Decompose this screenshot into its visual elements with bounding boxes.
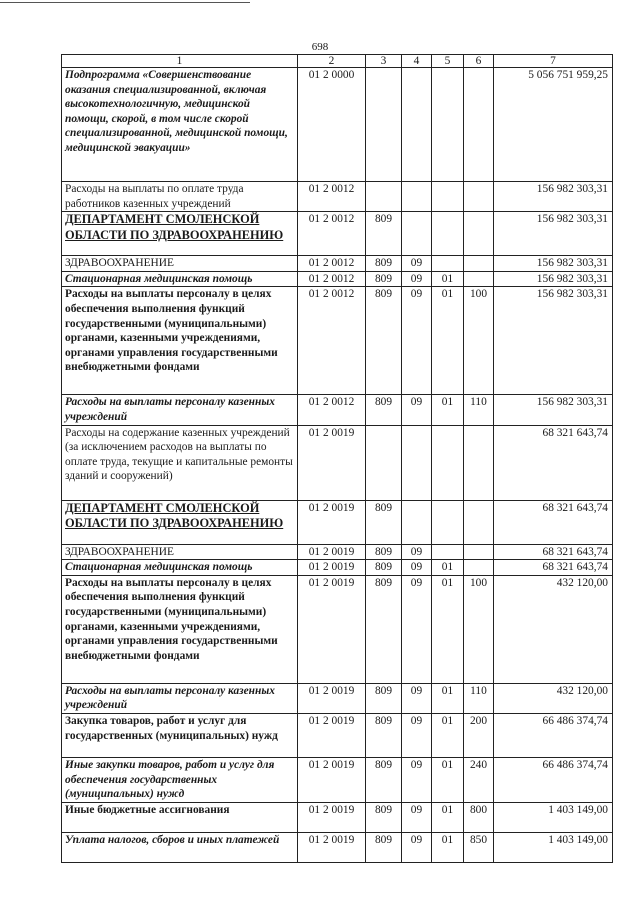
table-row [62, 256, 613, 272]
subsection-cell: 01 [432, 802, 464, 832]
amount-cell: 432 120,00 [494, 683, 613, 713]
target-code-cell: 01 2 0019 [298, 544, 366, 560]
page-number: 698 [311, 41, 329, 53]
subsection-cell: 01 [432, 832, 464, 862]
table-row [62, 395, 613, 425]
table-row [62, 575, 613, 683]
department-code-cell: 809 [366, 683, 402, 713]
amount-cell: 5 056 751 959,25 [494, 68, 613, 182]
row-name-cell: Стационарная медицинская помощь [62, 271, 298, 287]
amount-cell: 1 403 149,00 [494, 832, 613, 862]
expense-type-cell: 100 [464, 575, 494, 683]
target-code-cell: 01 2 0012 [298, 182, 366, 212]
header-cell: 2 [298, 55, 366, 68]
row-name-cell: Расходы на содержание казенных учреждений (за исключением расходов на выплаты по оплате труда, текущие и капитальные ремонты зданий и сооружений) [62, 425, 298, 500]
row-name-cell: Расходы на выплаты персоналу казенных учреждений [62, 683, 298, 713]
section-cell [402, 68, 432, 182]
table-row [62, 802, 613, 832]
row-name-cell: Расходы на выплаты персоналу в целях обеспечения выполнения функций государственными (муниципальными) органами, казенными учреждениями, органами управления государственными внебюджетными фондами [62, 287, 298, 395]
expense-type-cell [464, 212, 494, 256]
subsection-cell [432, 425, 464, 500]
subsection-cell: 01 [432, 757, 464, 802]
subsection-cell [432, 182, 464, 212]
budget-table [61, 54, 613, 863]
subsection-cell: 01 [432, 287, 464, 395]
amount-cell: 156 982 303,31 [494, 182, 613, 212]
department-code-cell: 809 [366, 287, 402, 395]
expense-type-cell [464, 560, 494, 576]
amount-cell: 432 120,00 [494, 575, 613, 683]
row-name-cell: Расходы на выплаты персоналу в целях обеспечения выполнения функций государственными (муниципальными) органами, казенными учреждениями, органами управления государственными внебюджетными фондами [62, 575, 298, 683]
amount-cell: 156 982 303,31 [494, 395, 613, 425]
expense-type-cell: 100 [464, 287, 494, 395]
row-name-cell: ДЕПАРТАМЕНТ СМОЛЕНСКОЙ ОБЛАСТИ ПО ЗДРАВООХРАНЕНИЮ [62, 212, 298, 256]
expense-type-cell [464, 500, 494, 544]
department-code-cell: 809 [366, 544, 402, 560]
target-code-cell: 01 2 0019 [298, 832, 366, 862]
table-row [62, 287, 613, 395]
row-name-cell: Иные бюджетные ассигнования [62, 802, 298, 832]
amount-cell: 68 321 643,74 [494, 544, 613, 560]
amount-cell: 1 403 149,00 [494, 802, 613, 832]
row-name-cell: Закупка товаров, работ и услуг для государственных (муниципальных) нужд [62, 713, 298, 757]
target-code-cell: 01 2 0019 [298, 802, 366, 832]
section-cell: 09 [402, 757, 432, 802]
subsection-cell: 01 [432, 713, 464, 757]
header-cell: 7 [494, 55, 613, 68]
target-code-cell: 01 2 0012 [298, 287, 366, 395]
row-name-cell: Подпрограмма «Совершенствование оказания специализированной, включая высокотехнологичную, медицинской помощи, скорой, в том числе скорой специализированной, медицинской помощи, медицинской эвакуации» [62, 68, 298, 182]
table-row [62, 500, 613, 544]
table-row [62, 68, 613, 182]
expense-type-cell: 110 [464, 683, 494, 713]
expense-type-cell: 240 [464, 757, 494, 802]
section-cell: 09 [402, 832, 432, 862]
target-code-cell: 01 2 0019 [298, 560, 366, 576]
expense-type-cell [464, 182, 494, 212]
target-code-cell: 01 2 0000 [298, 68, 366, 182]
expense-type-cell: 200 [464, 713, 494, 757]
department-code-cell [366, 425, 402, 500]
department-code-cell: 809 [366, 395, 402, 425]
target-code-cell: 01 2 0019 [298, 757, 366, 802]
amount-cell: 156 982 303,31 [494, 256, 613, 272]
target-code-cell: 01 2 0012 [298, 212, 366, 256]
department-code-cell: 809 [366, 713, 402, 757]
subsection-cell [432, 68, 464, 182]
header-cell: 3 [366, 55, 402, 68]
row-name-cell: Стационарная медицинская помощь [62, 560, 298, 576]
row-name-cell: Расходы на выплаты по оплате труда работников казенных учреждений [62, 182, 298, 212]
table-row [62, 757, 613, 802]
row-name-cell: Иные закупки товаров, работ и услуг для обеспечения государственных (муниципальных) нужд [62, 757, 298, 802]
header-cell: 6 [464, 55, 494, 68]
department-code-cell: 809 [366, 757, 402, 802]
row-name-cell: Расходы на выплаты персоналу казенных учреждений [62, 395, 298, 425]
target-code-cell: 01 2 0019 [298, 575, 366, 683]
subsection-cell: 01 [432, 575, 464, 683]
department-code-cell: 809 [366, 560, 402, 576]
subsection-cell [432, 544, 464, 560]
expense-type-cell: 850 [464, 832, 494, 862]
target-code-cell: 01 2 0019 [298, 713, 366, 757]
table-row [62, 182, 613, 212]
amount-cell: 156 982 303,31 [494, 212, 613, 256]
subsection-cell: 01 [432, 683, 464, 713]
section-cell [402, 425, 432, 500]
amount-cell: 66 486 374,74 [494, 757, 613, 802]
department-code-cell: 809 [366, 802, 402, 832]
department-code-cell [366, 182, 402, 212]
section-cell: 09 [402, 560, 432, 576]
table-row [62, 713, 613, 757]
expense-type-cell: 110 [464, 395, 494, 425]
section-cell: 09 [402, 683, 432, 713]
table-row [62, 832, 613, 862]
table-row [62, 212, 613, 256]
department-code-cell [366, 68, 402, 182]
department-code-cell: 809 [366, 832, 402, 862]
table-row [62, 544, 613, 560]
section-cell: 09 [402, 713, 432, 757]
expense-type-cell [464, 256, 494, 272]
target-code-cell: 01 2 0019 [298, 500, 366, 544]
subsection-cell [432, 212, 464, 256]
subsection-cell: 01 [432, 560, 464, 576]
department-code-cell: 809 [366, 500, 402, 544]
top-rule [0, 2, 250, 3]
section-cell [402, 182, 432, 212]
department-code-cell: 809 [366, 575, 402, 683]
header-row [62, 55, 613, 68]
expense-type-cell [464, 425, 494, 500]
target-code-cell: 01 2 0012 [298, 395, 366, 425]
department-code-cell: 809 [366, 256, 402, 272]
expense-type-cell [464, 544, 494, 560]
section-cell [402, 500, 432, 544]
expense-type-cell [464, 68, 494, 182]
target-code-cell: 01 2 0012 [298, 271, 366, 287]
table-row [62, 683, 613, 713]
department-code-cell: 809 [366, 212, 402, 256]
amount-cell: 156 982 303,31 [494, 271, 613, 287]
target-code-cell: 01 2 0019 [298, 425, 366, 500]
subsection-cell: 01 [432, 395, 464, 425]
section-cell: 09 [402, 544, 432, 560]
amount-cell: 66 486 374,74 [494, 713, 613, 757]
amount-cell: 68 321 643,74 [494, 560, 613, 576]
target-code-cell: 01 2 0012 [298, 256, 366, 272]
row-name-cell: ЗДРАВООХРАНЕНИЕ [62, 256, 298, 272]
subsection-cell [432, 500, 464, 544]
table-row [62, 425, 613, 500]
row-name-cell: ЗДРАВООХРАНЕНИЕ [62, 544, 298, 560]
amount-cell: 68 321 643,74 [494, 500, 613, 544]
section-cell [402, 212, 432, 256]
section-cell: 09 [402, 575, 432, 683]
section-cell: 09 [402, 256, 432, 272]
subsection-cell [432, 256, 464, 272]
subsection-cell: 01 [432, 271, 464, 287]
table-row [62, 271, 613, 287]
row-name-cell: Уплата налогов, сборов и иных платежей [62, 832, 298, 862]
header-cell: 1 [62, 55, 298, 68]
header-cell: 4 [402, 55, 432, 68]
department-code-cell: 809 [366, 271, 402, 287]
target-code-cell: 01 2 0019 [298, 683, 366, 713]
amount-cell: 68 321 643,74 [494, 425, 613, 500]
row-name-cell: ДЕПАРТАМЕНТ СМОЛЕНСКОЙ ОБЛАСТИ ПО ЗДРАВООХРАНЕНИЮ [62, 500, 298, 544]
header-cell: 5 [432, 55, 464, 68]
expense-type-cell [464, 271, 494, 287]
section-cell: 09 [402, 395, 432, 425]
section-cell: 09 [402, 802, 432, 832]
section-cell: 09 [402, 287, 432, 395]
expense-type-cell: 800 [464, 802, 494, 832]
table-row [62, 560, 613, 576]
amount-cell: 156 982 303,31 [494, 287, 613, 395]
section-cell: 09 [402, 271, 432, 287]
